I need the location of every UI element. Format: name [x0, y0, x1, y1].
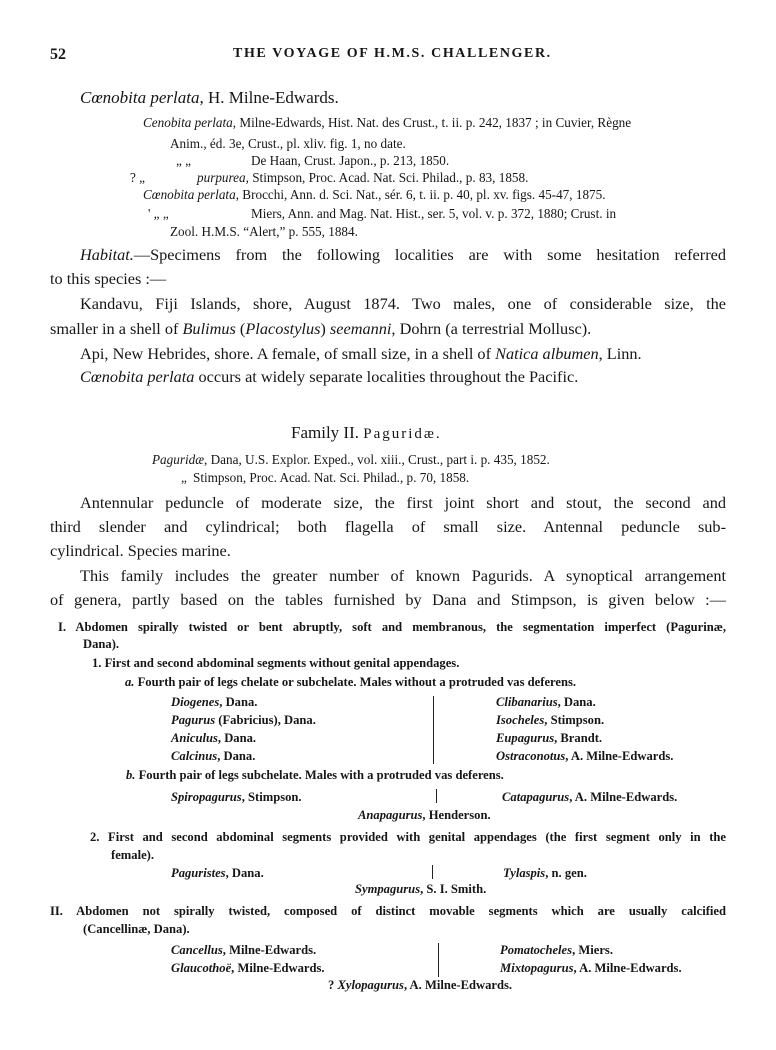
key-a-divider — [433, 696, 434, 764]
habitat-label: Habitat. — [80, 245, 134, 264]
habitat-paragraph: Habitat.—Specimens from the following localities are with some hesitation referred — [80, 245, 726, 264]
key-a: a. Fourth pair of legs chelate or subchelate. Males without a protruded vas deferens. — [125, 675, 577, 689]
key-II-line-2: (Cancellinæ, Dana). — [83, 922, 190, 936]
genus-aniculus: Aniculus, Dana. — [171, 731, 257, 745]
genus-pomatocheles: Pomatocheles, Miers. — [500, 943, 613, 957]
genus-spiropagurus: Spiropagurus, Stimpson. — [171, 790, 302, 804]
family-description-2: third slender and cylindrical; both flagella of small size. Antennal peduncle sub- — [50, 517, 726, 536]
genus-anapagurus: Anapagurus, Henderson. — [358, 808, 491, 822]
key-2-divider — [432, 865, 433, 879]
genus-xylopagurus: ? Xylopagurus, A. Milne-Edwards. — [328, 978, 513, 992]
family-heading: Family II. Paguridæ. — [291, 423, 442, 442]
key-b-divider — [436, 789, 437, 803]
genus-eupagurus: Eupagurus, Brandt. — [496, 731, 603, 745]
family-description-1: Antennular peduncle of moderate size, the first joint short and stout, the second and — [80, 493, 726, 512]
key-1: 1. First and second abdominal segments without genital appendages. — [92, 656, 460, 670]
synonymy-line-6: ' „ „ — [148, 206, 169, 221]
family-synonymy-2-prefix: „ — [181, 470, 187, 485]
key-2-line-1: 2. First and second abdominal segments provided with genital appendages (the first segment only in the — [90, 830, 726, 844]
genus-cancellus: Cancellus, Milne-Edwards. — [171, 943, 317, 957]
genus-isocheles: Isocheles, Stimpson. — [496, 713, 605, 727]
distribution-note: Cœnobita perlata occurs at widely separate localities throughout the Pacific. — [80, 367, 579, 386]
species-heading — [80, 88, 339, 108]
genus-paguristes: Paguristes, Dana. — [171, 866, 264, 880]
genus-pagurus: Pagurus (Fabricius), Dana. — [171, 713, 316, 727]
synonymy-line-4-text: purpurea, Stimpson, Proc. Acad. Nat. Sci. Philad., p. 83, 1858. — [197, 170, 529, 185]
genus-calcinus: Calcinus, Dana. — [171, 749, 256, 763]
locality-kandavu: Kandavu, Fiji Islands, shore, August 1874. Two males, one of considerable size, the — [80, 294, 726, 313]
key-II-line-1: II. Abdomen not spirally twisted, composed of distinct movable segments which are usually calcified — [50, 904, 726, 918]
genus-catapagurus: Catapagurus, A. Milne-Edwards. — [502, 790, 678, 804]
running-title: THE VOYAGE OF H.M.S. CHALLENGER. — [233, 46, 552, 61]
key-II-divider — [438, 943, 439, 977]
synonymy-line-7: Zool. H.M.S. “Alert,” p. 555, 1884. — [170, 224, 358, 239]
key-I-line-2: Dana). — [83, 637, 120, 651]
family-description-3: cylindrical. Species marine. — [50, 541, 231, 560]
synonymy-line-4: ? „ — [130, 170, 146, 185]
genus-diogenes: Diogenes, Dana. — [171, 695, 258, 709]
genus-ostraconotus: Ostraconotus, A. Milne-Edwards. — [496, 749, 674, 763]
locality-kandavu-2: smaller in a shell of Bulimus (Placostylus) seemanni, Dohrn (a terrestrial Mollusc). — [50, 319, 592, 338]
family-intro-1: This family includes the greater number of known Pagurids. A synoptical arrangement — [80, 566, 726, 585]
key-2-line-2: female). — [111, 848, 155, 862]
family-synonymy-1: Paguridæ, Dana, U.S. Explor. Exped., vol. xiii., Crust., part i. p. 435, 1852. — [152, 452, 550, 467]
synonymy-line-3: „ „ — [176, 153, 192, 168]
synonymy-line-2: Anim., éd. 3e, Crust., pl. xliv. fig. 1, no date. — [170, 136, 406, 151]
page-number: 52 — [50, 46, 66, 63]
species-name: Cœnobita perlata — [80, 88, 200, 107]
family-intro-2: of genera, partly based on the tables furnished by Dana and Stimpson, is given below :— — [50, 590, 726, 609]
genus-clibanarius: Clibanarius, Dana. — [496, 695, 596, 709]
genus-tylaspis: Tylaspis, n. gen. — [503, 866, 587, 880]
family-synonymy-2: Stimpson, Proc. Acad. Nat. Sci. Philad., p. 70, 1858. — [193, 470, 470, 485]
synonymy-line-1: Cenobita perlata, Milne-Edwards, Hist. Nat. des Crust., t. ii. p. 242, 1837 ; in Cuvier, Règne — [143, 115, 632, 130]
habitat-paragraph-2: to this species :— — [50, 269, 167, 288]
key-I-line-1: I. Abdomen spirally twisted or bent abruptly, soft and membranous, the segmentation imperfect (Pagurinæ, — [58, 620, 726, 634]
species-author: , H. Milne-Edwards. — [199, 88, 339, 107]
genus-glaucothoe: Glaucothoë, Milne-Edwards. — [171, 961, 325, 975]
synonymy-line-6-text: Miers, Ann. and Mag. Nat. Hist., ser. 5, vol. v. p. 372, 1880; Crust. in — [251, 206, 617, 221]
genus-sympagurus: Sympagurus, S. I. Smith. — [355, 882, 487, 896]
locality-api: Api, New Hebrides, shore. A female, of small size, in a shell of Natica albumen, Linn. — [80, 344, 642, 363]
key-b: b. Fourth pair of legs subchelate. Males with a protruded vas deferens. — [126, 768, 504, 782]
synonymy-line-5: Cœnobita perlata, Brocchi, Ann. d. Sci. Nat., sér. 6, t. ii. p. 40, pl. xv. figs. 45-47, 1875. — [143, 187, 606, 202]
genus-mixtopagurus: Mixtopagurus, A. Milne-Edwards. — [500, 961, 682, 975]
synonymy-line-3-text: De Haan, Crust. Japon., p. 213, 1850. — [251, 153, 450, 168]
